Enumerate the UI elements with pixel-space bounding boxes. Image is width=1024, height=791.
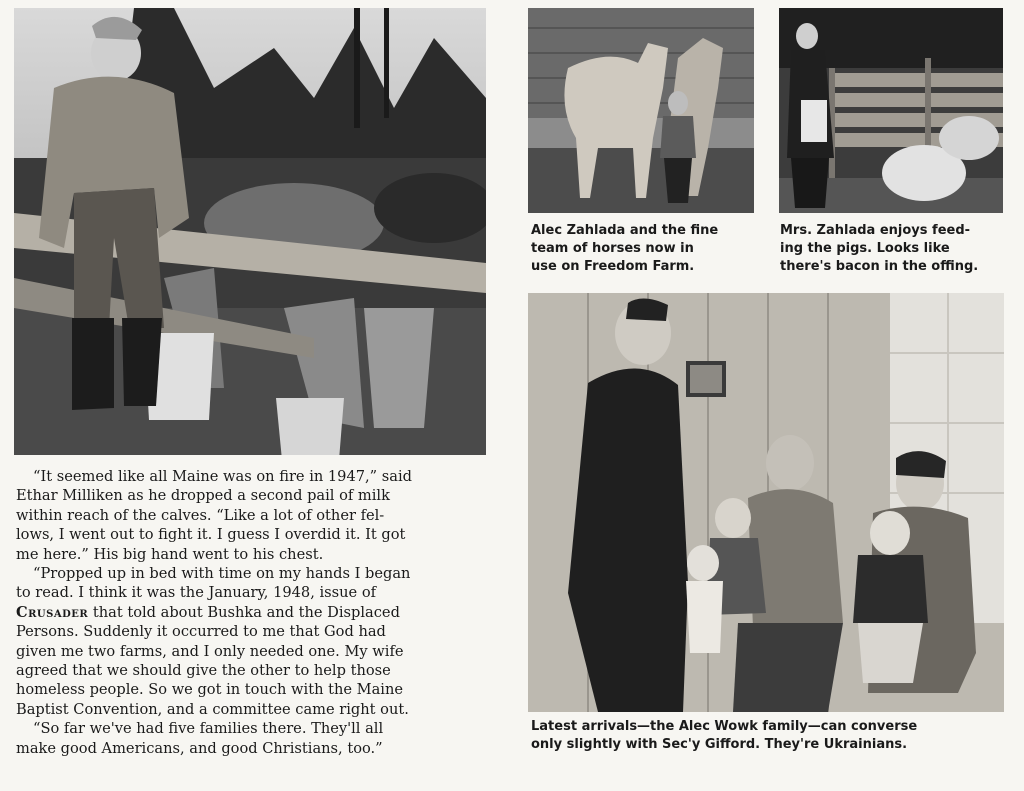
caption-horses-line-2: team of horses now in — [531, 241, 694, 256]
article-line: given me two farms, and I only needed one. My wife — [16, 642, 404, 660]
caption-family — [531, 718, 1021, 754]
caption-family-line-2: only slightly with Sec'y Gifford. They're Ukrainians. — [531, 737, 908, 752]
photo-horses — [528, 8, 754, 213]
article-body — [16, 467, 492, 758]
caption-pigs — [780, 222, 1008, 276]
article-line: Persons. Suddenly it occurred to me that God had — [16, 623, 386, 641]
caption-pigs-line-1: Mrs. Zahlada enjoys feed- — [780, 223, 971, 238]
article-line: homeless people. So we got in touch with the Maine — [16, 681, 404, 699]
horses-image — [528, 8, 754, 213]
article-line: Ethar Milliken as he dropped a second pail of milk — [16, 487, 390, 505]
caption-horses-line-3: use on Freedom Farm. — [531, 259, 695, 274]
pigs-image — [779, 8, 1003, 213]
article-line: lows, I went out to fight it. I guess I overdid it. It got — [16, 526, 406, 544]
photo-wowk-family — [528, 293, 1004, 712]
photo-pigs — [779, 8, 1003, 213]
photo-farmer-calves — [14, 8, 486, 455]
caption-horses-line-1: Alec Zahlada and the fine — [531, 223, 719, 238]
article-line: “It seemed like all Maine was on fire in 1947,” said — [33, 468, 412, 485]
family-image — [528, 293, 1004, 712]
article-line — [16, 603, 492, 622]
caption-horses — [531, 222, 759, 276]
article-line: “So far we've had five families there. They'll all — [33, 720, 384, 738]
article-line: Baptist Convention, and a committee came right out. — [16, 700, 409, 718]
article-line-rest: that told about Bushka and the Displaced — [88, 603, 400, 621]
caption-pigs-line-3: there's bacon in the offing. — [780, 259, 979, 274]
article-line: to read. I think it was the January, 1948, issue of — [16, 584, 377, 602]
farmer-calves-image — [14, 8, 486, 455]
article-line: “Propped up in bed with time on my hands I began — [33, 565, 411, 583]
caption-pigs-line-2: ing the pigs. Looks like — [780, 241, 950, 256]
article-line: agreed that we should give the other to help those — [16, 662, 391, 680]
article-line: me here.” His big hand went to his chest. — [16, 545, 324, 563]
magazine-name: Crusader — [16, 603, 89, 621]
caption-family-line-1: Latest arrivals—the Alec Wowk family—can converse — [531, 719, 918, 734]
article-line: within reach of the calves. “Like a lot of other fel- — [16, 506, 385, 524]
article-line: make good Americans, and good Christians, too.” — [16, 739, 383, 757]
